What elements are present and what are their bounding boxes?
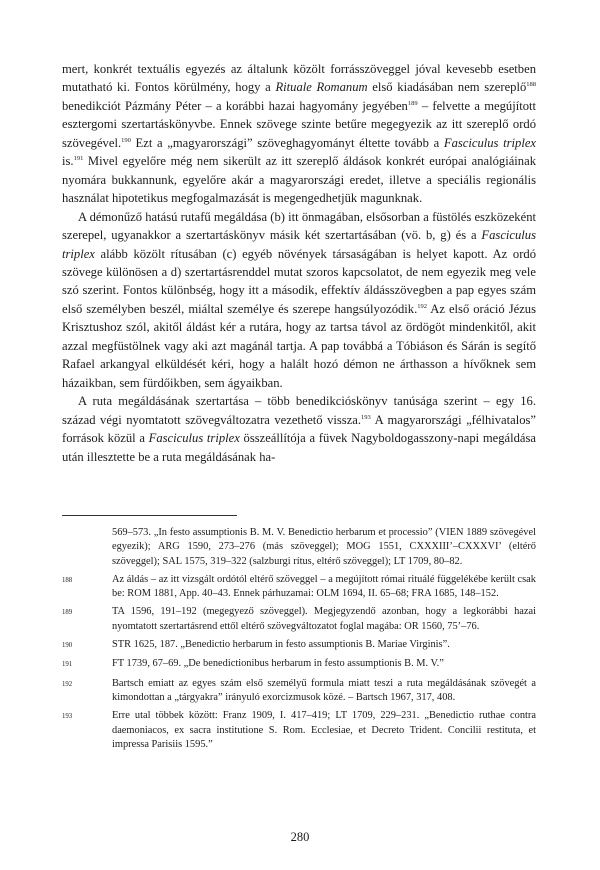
page-number: 280 (290, 830, 310, 844)
main-text (62, 60, 536, 466)
text-run: – felvette a megújított esztergomi szertartáskönyvbe. Ennek szövege szinte betűre megegyezik az itt szereplő ordó szövegével. (62, 98, 536, 150)
text-run: Ezt a „magyarországi” szöveghagyományt éltette tovább a (130, 135, 444, 150)
italic-title: Rituale Romanum (275, 80, 368, 95)
footnote-text: FT 1739, 67–69. „De benedictionibus herbarum in festo assumptionis B. M. V.” (112, 658, 444, 670)
text-run: Mivel egyelőre még nem sikerült az itt szereplő áldások konkrét európai analógiáinak nyomára bukkannunk, egyelőre akár a magyarországi eredet, illetve a speciális regionális használat hipotetikus megfogalmazását is megengedhetjük magunknak. (62, 154, 536, 206)
footnote (62, 709, 536, 752)
footnote-text: Az áldás – az itt vizsgált ordótól eltérő szöveggel – a megújított római rituálé függelékébe került csak be: ROM 1881, App. 40–43. Ennek párhuzamai: OLM 1694, II. 65–68; FRA 1685, 148–152. (112, 573, 536, 600)
footnote-number: 189 (62, 609, 73, 617)
footnote-text: STR 1625, 187. „Benedictio herbarum in festo assumptionis B. Mariae Virginis”. (112, 639, 450, 651)
text-run: első kiadásában nem szereplő (367, 80, 527, 95)
footnote-text: Erre utal többek között: Franz 1909, I. 417–419; LT 1709, 229–231. „Benedictio ruthae contra daemoniacos, ex sacra institutione S. Rom. Ecclesiae, et Decreto Trident. Concilii restituta, et impressa Parisiis 1595.” (112, 710, 536, 750)
footnote-number: 193 (62, 713, 73, 721)
footnote-number: 191 (62, 661, 73, 669)
footnote-ref: 190 (121, 136, 131, 144)
footnotes (62, 526, 536, 756)
text-run: A magyarországi „félhivatalos” források közül a (62, 412, 536, 446)
italic-title: Fasciculus triplex (443, 135, 536, 150)
footnote-text: TA 1596, 191–192 (megegyező szöveggel). Megjegyzendő azonban, hogy a legkorábbi hazai nyomtatott szertartásrend ettől eltérő szövegváltozatot foglal magába: OR 1560, 75’–76. (112, 606, 536, 632)
footnote-text: Bartsch emiatt az egyes szám első személyű formula miatt teszi a ruta megáldásának szövegét a kimondottan a „tárgyakra” irányuló exorcizmusok közé. – Bartsch 1967, 317, 408. (112, 677, 536, 703)
footnote-number: 188 (62, 576, 73, 584)
italic-title: Fasciculus triplex (62, 228, 536, 261)
footnote-ref: 188 (526, 81, 536, 89)
paragraph (62, 208, 536, 393)
footnote-ref: 189 (407, 99, 418, 107)
footnote-number: 192 (62, 680, 73, 688)
footnote-number: 190 (62, 642, 73, 650)
footnote (62, 605, 536, 634)
footnote (62, 638, 536, 653)
footnote-list (62, 573, 536, 752)
footnote-continuation: 569–573. „In festo assumptionis B. M. V. Benedictio herbarum et processio” (VIEN 1889 szövegével egyezik); ARG 1590, 273–276 (más szöveggel); MOG 1551, CXXXIII’–CXXXVI’ (eltérő szöveggel); SAL 1575, 319–322 (salzburgi rítus, eltérő szöveggel); LT 1709, 80–82. (112, 527, 536, 567)
text-run: mert, konkrét textuális egyezés az általunk közölt forrásszöveggel jóval kevesebb esetben mutatható ki. Fontos körülmény, hogy a (62, 62, 536, 95)
text-run: Az első oráció Jézus Krisztushoz szól, akitől áldást kér a rutára, hogy az tartsa távol az ördögöt mindenkitől, akit azzal megfüstölnek vagy aki azt magánál tartja. A pap továbbá a Tóbiáson és Sárán is segítő Rafael arkangyal elküldését kéri, hogy a halált hozó démon ne árthasson a hívőknek sem házaikban, sem fürdőikben, sem ágyaikban. (62, 301, 536, 390)
text-run: összeállítója a füvek Nagyboldogasszony-napi megáldása után illesztette be a ruta megáldásának ha- (62, 431, 537, 464)
text-run: A démonűző hatású rutafű megáldása (b) itt önmagában, elsősorban a füstölés eszközeként szerepel, ugyanakkor a szertartáskönyv másik két szertartásában (vö. b, g) és a (62, 209, 536, 243)
italic-title: Fasciculus triplex (148, 431, 240, 446)
paragraph (62, 392, 536, 466)
footnote-divider (62, 515, 237, 516)
footnote (62, 573, 536, 602)
footnote (62, 657, 536, 672)
text-run: alább közölt rítusában (c) egyéb növények társaságában is helyet kapott. Az ordó szövege különösen a d) szertartásrenddel mutat szoros kapcsolatot, de nem egyezik meg vele szó szerint. Fontos különbség, hogy itt a második, effektív áldásszövegben a pap egyes szám első személyben beszél, miáltal személye és szerepe hangsúlyozódik. (62, 246, 536, 316)
text-run: is. (62, 154, 74, 169)
paragraph (62, 60, 536, 208)
footnote-ref: 192 (417, 302, 427, 310)
footnote-ref: 193 (361, 413, 371, 421)
footnote (62, 677, 536, 706)
text-run: benedikciót Pázmány Péter – a korábbi hazai hagyomány jegyében (62, 98, 408, 113)
text-run: A ruta megáldásának szertartása – több benedikcióskönyv tanúsága szerint – egy 16. század végi nyomtatott szövegváltozatra vezethető vissza. (62, 394, 536, 427)
footnote-ref: 191 (73, 155, 84, 163)
